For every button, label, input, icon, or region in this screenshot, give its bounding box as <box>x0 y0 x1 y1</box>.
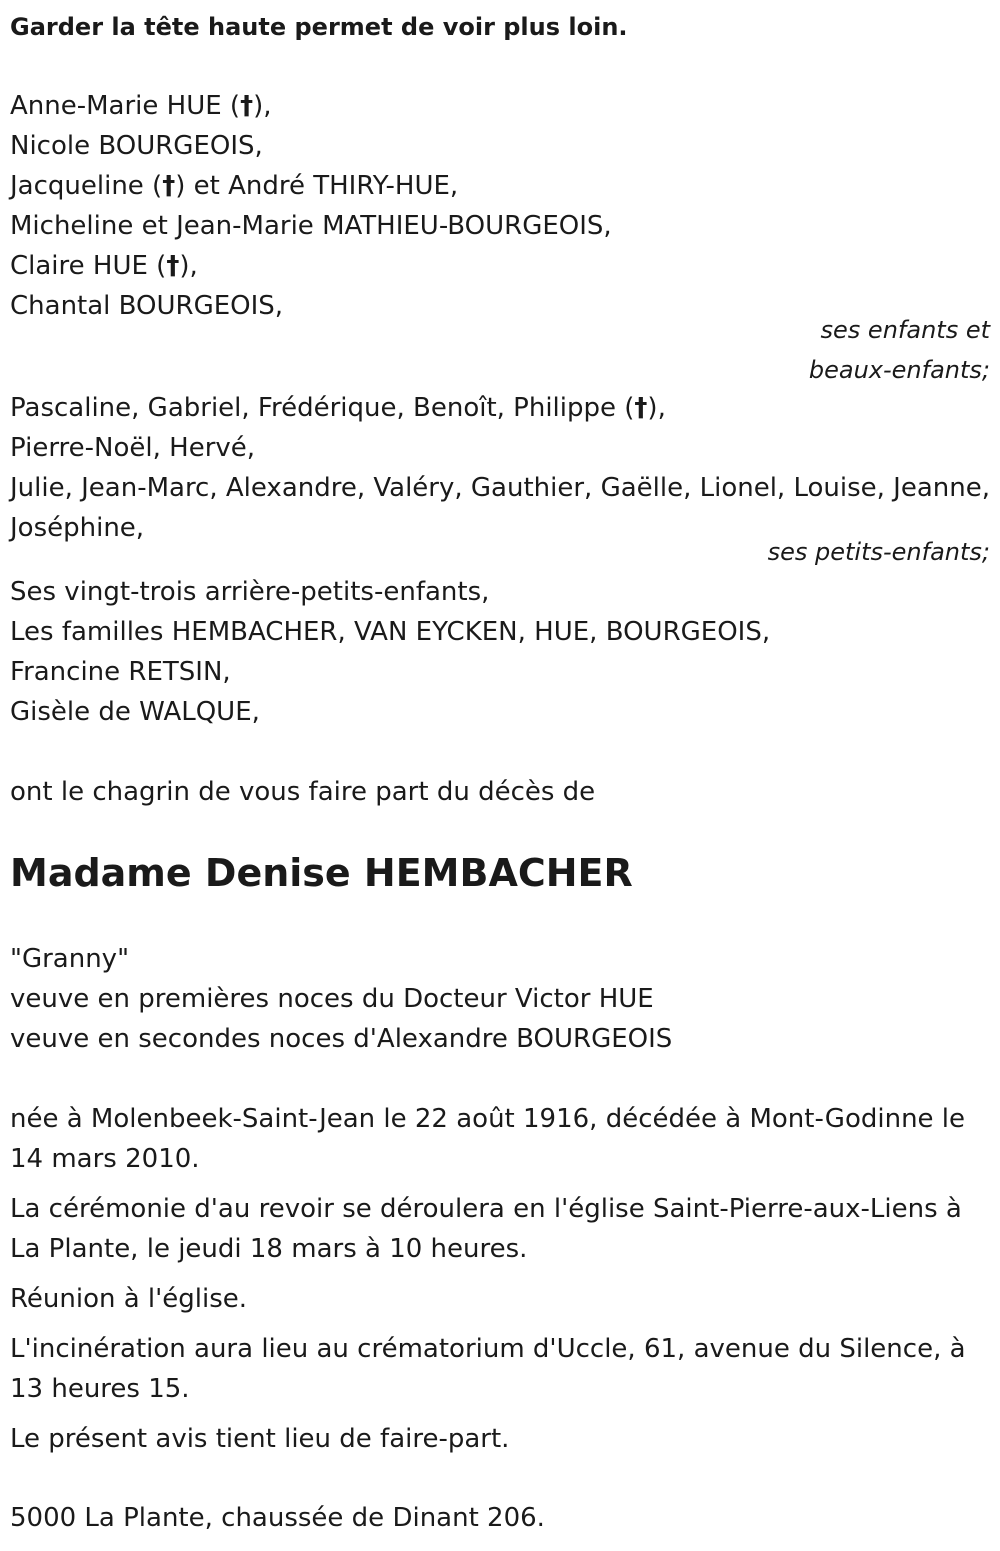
widow-line: veuve en secondes noces d'Alexandre BOURGEOIS <box>10 1024 673 1054</box>
grandchildren-label: ses petits-enfants; <box>767 538 990 566</box>
announcement: ont le chagrin de vous faire part du décès de <box>10 777 596 807</box>
deceased-details <box>10 939 990 1059</box>
children-label: ses enfants et beaux-enfants; <box>808 316 990 384</box>
cross-icon: † <box>634 393 648 423</box>
ceremony: La cérémonie d'au revoir se déroulera en l'église Saint-Pierre-aux-Liens à La Plante, le jeudi 18 mars à 10 heures. <box>10 1194 962 1264</box>
child-line: Micheline et Jean-Marie MATHIEU-BOURGEOIS, <box>10 211 612 241</box>
cross-icon: † <box>240 91 254 121</box>
child-line: Jacqueline (†) et André THIRY-HUE, <box>10 171 459 201</box>
cross-icon: † <box>166 251 180 281</box>
relative-line: Les familles HEMBACHER, VAN EYCKEN, HUE, BOURGEOIS, <box>10 617 771 647</box>
relative-line: Gisèle de WALQUE, <box>10 697 260 727</box>
deceased-name: Madame Denise HEMBACHER <box>10 851 633 895</box>
grandchildren-list <box>10 388 990 548</box>
children-list <box>10 86 990 326</box>
other-relatives <box>10 572 990 732</box>
child-line: Chantal BOURGEOIS, <box>10 291 284 321</box>
birth-death: née à Molenbeek-Saint-Jean le 22 août 1916, décédée à Mont-Godinne le 14 mars 2010. <box>10 1104 966 1174</box>
widow-line: veuve en premières noces du Docteur Victor HUE <box>10 984 654 1014</box>
motto: Garder la tête haute permet de voir plus loin. <box>10 13 628 41</box>
meeting: Réunion à l'église. <box>10 1284 248 1314</box>
grandchild-line: Julie, Jean-Marc, Alexandre, Valéry, Gauthier, Gaëlle, Lionel, Louise, Jeanne, <box>10 473 990 503</box>
child-line: Anne-Marie HUE (†), <box>10 91 272 121</box>
nickname: "Granny" <box>10 944 130 974</box>
grandchild-line: Joséphine, <box>10 513 145 543</box>
grandchild-line: Pascaline, Gabriel, Frédérique, Benoît, Philippe (†), <box>10 393 666 423</box>
child-line: Nicole BOURGEOIS, <box>10 131 263 161</box>
relative-line: Francine RETSIN, <box>10 657 231 687</box>
relative-line: Ses vingt-trois arrière-petits-enfants, <box>10 577 490 607</box>
cross-icon: † <box>162 171 176 201</box>
address: 5000 La Plante, chaussée de Dinant 206. <box>10 1503 545 1533</box>
funeral-details <box>10 1099 990 1469</box>
notice: Le présent avis tient lieu de faire-part. <box>10 1424 510 1454</box>
child-line: Claire HUE (†), <box>10 251 198 281</box>
grandchild-line: Pierre-Noël, Hervé, <box>10 433 256 463</box>
cremation: L'incinération aura lieu au crématorium d'Uccle, 61, avenue du Silence, à 13 heures 15. <box>10 1334 966 1404</box>
